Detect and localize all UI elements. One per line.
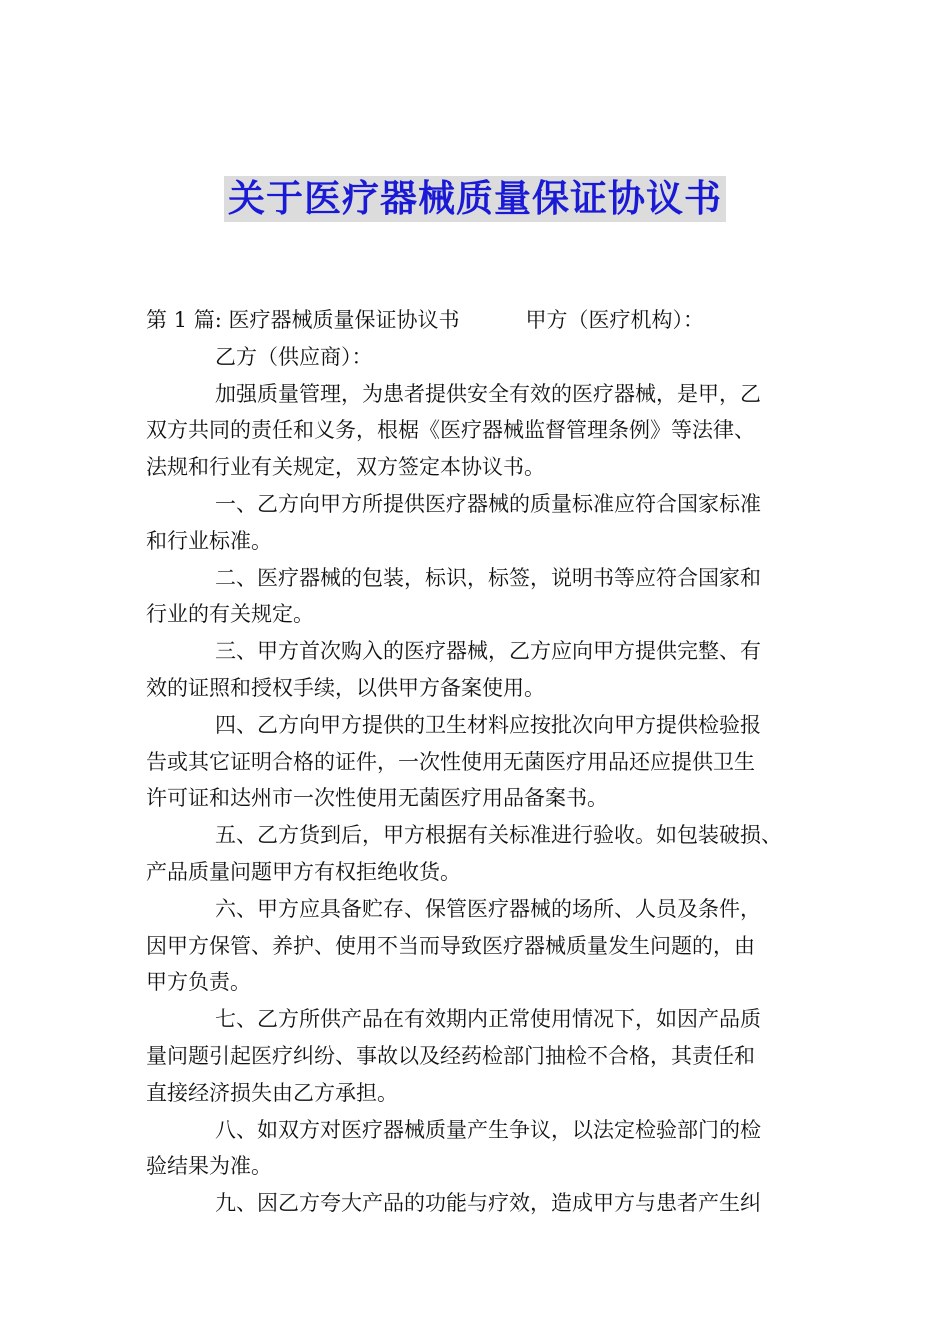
body-line bbox=[146, 376, 818, 413]
body-line-text: 七、乙方所供产品在有效期内正常使用情况下，如因产品质 bbox=[215, 1007, 761, 1032]
body-line-text: 量问题引起医疗纠纷、事故以及经药检部门抽检不合格，其责任和 bbox=[146, 1043, 755, 1068]
title-container bbox=[0, 176, 950, 222]
body-line bbox=[146, 854, 818, 891]
body-line bbox=[146, 1075, 818, 1112]
body-line-text: 行业的有关规定。 bbox=[146, 602, 314, 627]
body-line bbox=[146, 449, 818, 486]
body-line bbox=[146, 780, 818, 817]
body-line-text: 八、如双方对医疗器械质量产生争议，以法定检验部门的检 bbox=[215, 1117, 761, 1142]
body-line bbox=[146, 670, 818, 707]
party-b-line bbox=[146, 339, 818, 376]
body-line-text: 加强质量管理，为患者提供安全有效的医疗器械，是甲，乙 bbox=[215, 381, 761, 406]
body-line bbox=[146, 744, 818, 781]
body-line bbox=[146, 817, 818, 854]
body-line bbox=[146, 707, 818, 744]
body-line bbox=[146, 523, 818, 560]
party-a-label: 甲方（医疗机构）： bbox=[525, 308, 704, 332]
body-line-text: 一、乙方向甲方所提供医疗器械的质量标准应符合国家标准 bbox=[215, 491, 761, 516]
body-line-text: 因甲方保管、养护、使用不当而导致医疗器械质量发生问题的，由 bbox=[146, 933, 755, 958]
document-title: 关于医疗器械质量保证协议书 bbox=[224, 176, 726, 222]
body-line-text: 产品质量问题甲方有权拒绝收货。 bbox=[146, 859, 461, 884]
body-line-text: 验结果为准。 bbox=[146, 1154, 272, 1179]
body-line-text: 六、甲方应具备贮存、保管医疗器械的场所、人员及条件， bbox=[215, 896, 761, 921]
body-line bbox=[146, 1185, 818, 1222]
body-line-text: 效的证照和授权手续，以供甲方备案使用。 bbox=[146, 675, 545, 700]
body-line bbox=[146, 633, 818, 670]
body-line-text: 双方共同的责任和义务，根椐《医疗器械监督管理条例》等法律、 bbox=[146, 418, 755, 443]
body-line bbox=[146, 1112, 818, 1149]
body-line-text: 二、医疗器械的包装，标识，标签，说明书等应符合国家和 bbox=[215, 565, 761, 590]
body-line bbox=[146, 486, 818, 523]
body-line-text: 五、乙方货到后，甲方根据有关标准进行验收。如包装破损、 bbox=[215, 823, 782, 848]
body-line-text: 甲方负责。 bbox=[146, 970, 251, 995]
body-line bbox=[146, 412, 818, 449]
body-line-text: 许可证和达州市一次性使用无菌医疗用品备案书。 bbox=[146, 786, 608, 811]
body-line bbox=[146, 1038, 818, 1075]
body-line-text: 和行业标准。 bbox=[146, 528, 272, 553]
chapter-heading: 第 1 篇: 医疗器械质量保证协议书 bbox=[146, 308, 460, 332]
body-line bbox=[146, 928, 818, 965]
party-b-label: 乙方（供应商）： bbox=[215, 344, 373, 369]
body-line bbox=[146, 596, 818, 633]
body-line bbox=[146, 560, 818, 597]
body-line-text: 九、因乙方夸大产品的功能与疗效，造成甲方与患者产生纠 bbox=[215, 1191, 761, 1216]
body-line-text: 三、甲方首次购入的医疗器械，乙方应向甲方提供完整、有 bbox=[215, 639, 761, 664]
body-line bbox=[146, 1001, 818, 1038]
document-body bbox=[146, 302, 818, 1222]
body-line-text: 四、乙方向甲方提供的卫生材料应按批次向甲方提供检验报 bbox=[215, 712, 761, 737]
body-line-text: 直接经济损失由乙方承担。 bbox=[146, 1080, 398, 1105]
body-line bbox=[146, 1148, 818, 1185]
heading-line bbox=[146, 302, 818, 339]
body-line-text: 告或其它证明合格的证件，一次性使用无菌医疗用品还应提供卫生 bbox=[146, 749, 755, 774]
body-line bbox=[146, 891, 818, 928]
body-line-text: 法规和行业有关规定，双方签定本协议书。 bbox=[146, 455, 545, 480]
body-line bbox=[146, 964, 818, 1001]
